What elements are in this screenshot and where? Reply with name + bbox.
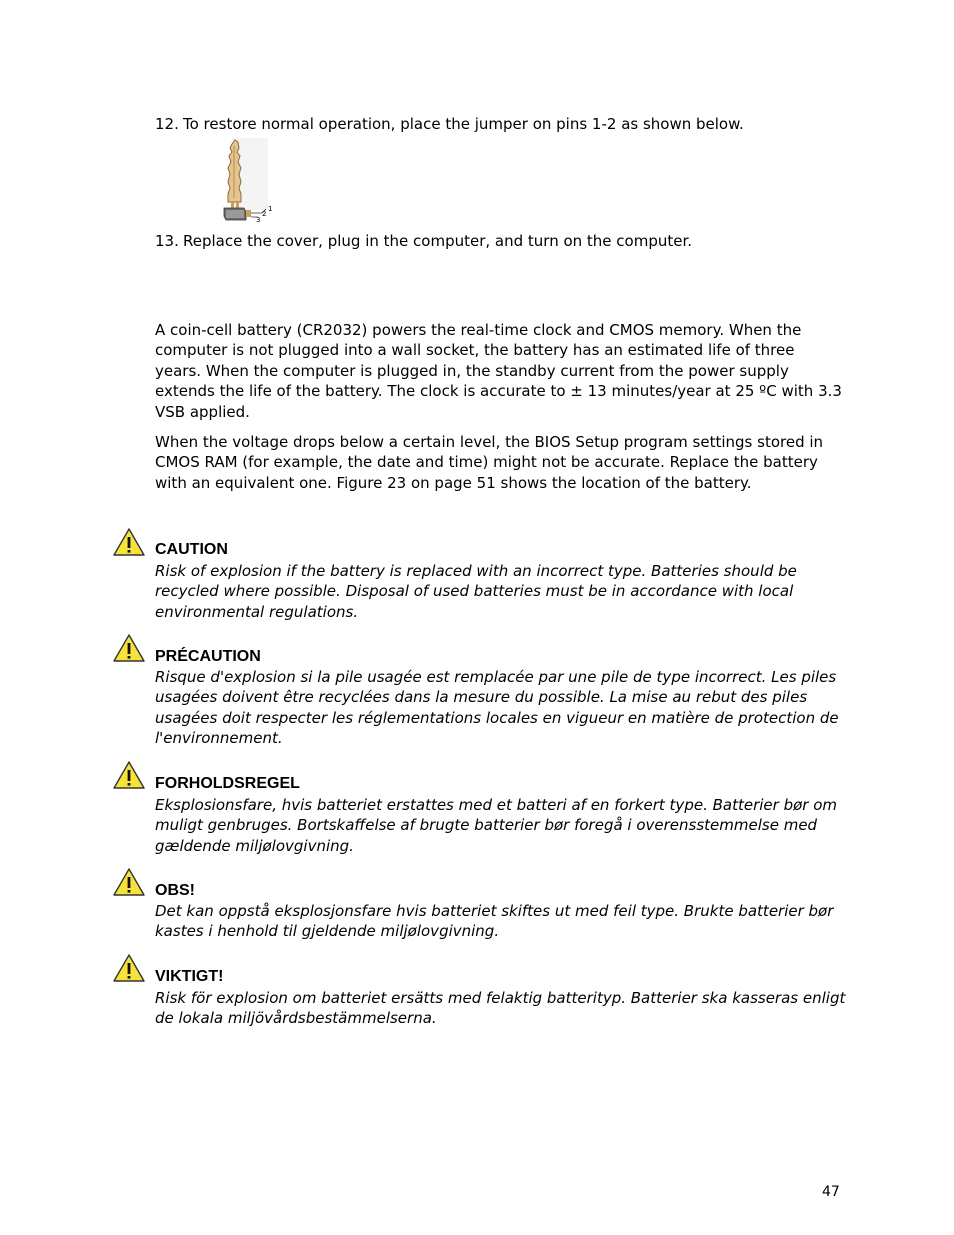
step-12 xyxy=(155,114,744,134)
warning-icon xyxy=(112,867,146,897)
step-number: 13. xyxy=(155,232,179,250)
obs-title: OBS! xyxy=(155,882,195,899)
warning-icon xyxy=(112,633,146,663)
pin-label-2: 2 xyxy=(262,210,267,218)
viktigt-title: VIKTIGT! xyxy=(155,968,224,985)
jumper-pins-1-2-illustration xyxy=(222,138,274,224)
caution-text: Risk of explosion if the battery is replaced with an incorrect type. Batteries should be recycled where possible. Disposal of used batteries must be in accordance with local environmental regulations. xyxy=(155,562,797,621)
battery-replacement-paragraph: When the voltage drops below a certain level, the BIOS Setup program settings stored in CMOS RAM (for example, the date and time) might not be accurate. Replace the battery with an equivalent one. Figure 23 on page 51 shows the location of the battery. xyxy=(155,433,824,492)
caution-title: CAUTION xyxy=(155,541,228,558)
warning-icon xyxy=(112,953,146,983)
precaution-text: Risque d'explosion si la pile usagée est remplacée par une pile de type incorrect. Les piles usagées doivent être recyclées dans la mesure du possible. La mise au rebut des piles usagées doit respecter les réglementations locales en vigueur en matière de protection de l'environnement. xyxy=(155,668,839,748)
viktigt-text: Risk för explosion om batteriet ersätts med felaktig batterityp. Batterier ska kasseras enligt de lokala miljövårdsbestämmelserna. xyxy=(155,989,846,1028)
step-13 xyxy=(155,231,692,251)
warning-icon xyxy=(112,527,146,557)
warning-icon xyxy=(112,760,146,790)
forholdsregel-text: Eksplosionsfare, hvis batteriet erstattes med et batteri af en forkert type. Batterier bør om muligt genbruges. Bortskaffelse af brugte batterier bør foregå i overensstemmelse med gældende miljølovgivning. xyxy=(155,796,837,855)
pin-3 xyxy=(246,210,251,217)
step-text: To restore normal operation, place the jumper on pins 1-2 as shown below. xyxy=(183,115,744,133)
obs-text: Det kan oppstå eksplosjonsfare hvis batteriet skiftes ut med feil type. Brukte batterier bør kastes i henhold til gjeldende miljølovgivning. xyxy=(155,902,834,941)
header-base-face xyxy=(226,210,244,218)
page-number: 47 xyxy=(822,1184,840,1200)
forholdsregel-title: FORHOLDSREGEL xyxy=(155,775,300,792)
precaution-title: PRÉCAUTION xyxy=(155,648,261,665)
battery-description-paragraph: A coin-cell battery (CR2032) powers the real-time clock and CMOS memory. When the computer is not plugged into a wall socket, the battery has an estimated life of three years. When the computer is plugged in, the standby current from the power supply extends the life of the battery. The clock is accurate to ± 13 minutes/year at 25 ºC with 3.3 VSB applied. xyxy=(155,321,842,421)
step-number: 12. xyxy=(155,115,179,133)
pin-label-1: 1 xyxy=(268,205,273,213)
step-text: Replace the cover, plug in the computer, and turn on the computer. xyxy=(183,232,693,250)
pin-label-3: 3 xyxy=(256,216,261,224)
